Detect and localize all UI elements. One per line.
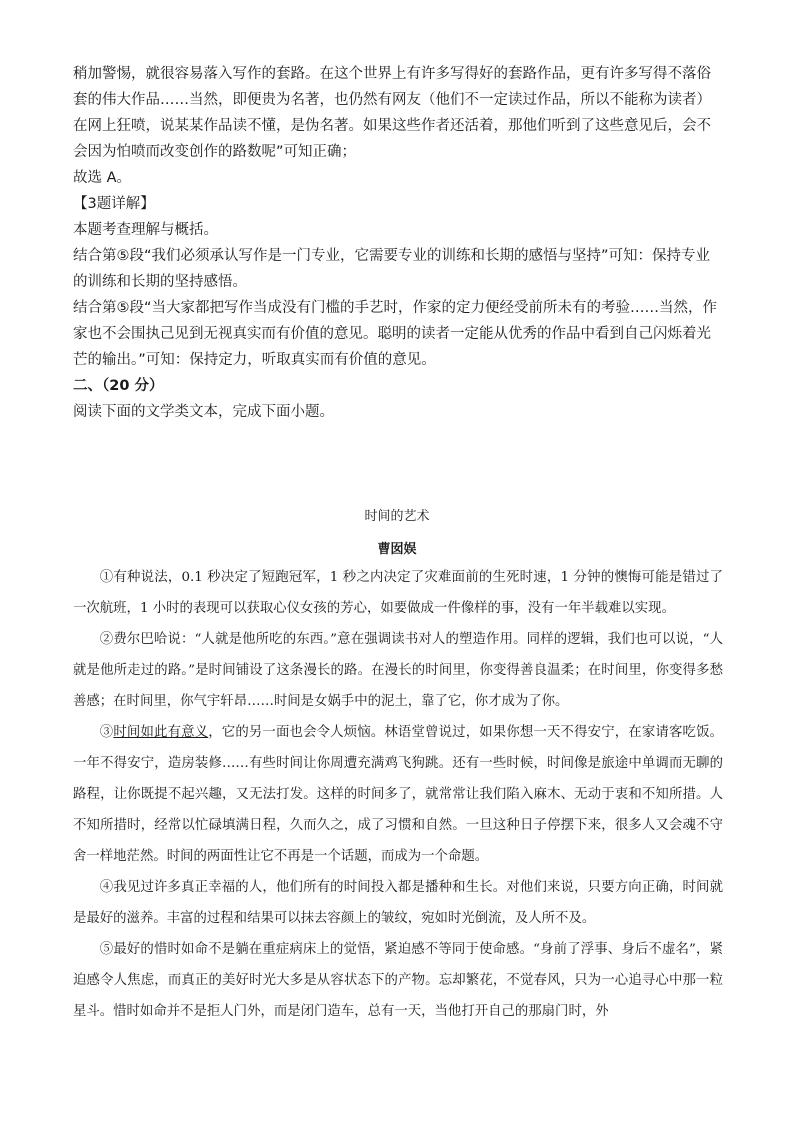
paragraph-number: ③ [99, 725, 114, 740]
question-3-header: 【3题详解】 [73, 196, 155, 212]
section-heading: 二、（20 分） [73, 378, 164, 394]
underlined-phrase: 时间如此有意义 [113, 725, 209, 740]
article-paragraph-4: ④我见过许多真正幸福的人，他们所有的时间投入都是播种和生长。对他们来说，只要方向正确，时间就是最好的滋养。丰富的过程和结果可以抹去容颜上的皱纹，宛如时光倒流，及人所不及。 [73, 880, 723, 926]
article-paragraph-5: ⑤最好的惜时如命不是躺在重症病床上的觉悟，紧迫感不等同于使命感。“身前了浮事、身后不虚名”，紧迫感令人焦虑，而真正的美好时光大多是从容状态下的产物。忘却繁花，不觉春风，只为一心追寻心中那一粒星斗。惜时如命并不是拒人门外，而是闭门造车，总有一天，当他打开自己的那扇门时，外 [73, 942, 723, 1019]
article-title: 时间的艺术 [364, 509, 430, 524]
article-paragraph-1: ①有种说法，0.1 秒决定了短跑冠军，1 秒之内决定了灾难面前的生死时速，1 分钟的懊悔可能是错过了一次航班，1 小时的表现可以获取心仪女孩的芳心，如要做成一件像样的事，没有一年半载难以实现。 [73, 570, 723, 616]
question-3-point-1: 结合第⑤段“我们必须承认写作是一门专业，它需要专业的训练和长期的感悟与坚持”可知：保持专业的训练和长期的坚持感悟。 [73, 248, 711, 290]
question-3-intro: 本题考查理解与概括。 [73, 222, 218, 238]
section-instruction: 阅读下面的文学类文本，完成下面小题。 [73, 404, 334, 420]
article-paragraph-2: ②费尔巴哈说：“人就是他所吃的东西。”意在强调读书对人的塑造作用。同样的逻辑，我们也可以说，“人就是他所走过的路。”是时间铺设了这条漫长的路。在漫长的时间里，你变得善良温柔；在时间里，你变得多愁善感；在时间里，你气宇轩昂……时间是女娲手中的泥土，靠了它，你才成为了你。 [73, 632, 723, 709]
article-author: 曹囡娱 [377, 542, 417, 557]
answer-analysis [73, 61, 723, 425]
analysis-paragraph: 稍加警惕，就很容易落入写作的套路。在这个世界上有许多写得好的套路作品，更有许多写得不落俗套的伟大作品……当然，即便贵为名著，也仍然有网友（他们不一定读过作品，所以不能称为读者）在网上狂喷，说某某作品读不懂，是伪名著。如果这些作者还活着，那他们听到了这些意见后，会不会因为怕喷而改变创作的路数呢”可知正确； [73, 66, 711, 160]
article-body [73, 562, 723, 1027]
question-3-point-2: 结合第⑤段“当大家都把写作当成没有门槛的手艺时，作家的定力便经受前所未有的考验……当然，作家也不会围执己见到无视真实而有价值的意见。聪明的读者一定能从优秀的作品中看到自己闪烁着光芒的输出。”可知：保持定力，听取真实而有价值的意见。 [73, 300, 718, 368]
paragraph-text: ，它的另一面也会令人烦恼。林语堂曾说过，如果你想一天不得安宁，在家请客吃饭。一年不得安宁，造房装修……有些时间让你周遭充满鸡飞狗跳。还有一些时候，时间像是旅途中单调而无聊的路程，让你既提不起兴趣，又无法打发。这样的时间多了，就常常让我们陷入麻木、无动于衷和不知所措。人不知所措时，经常以忙碌填满日程，久而久之，成了习惯和自然。一旦这种日子停摆下来，很多人又会魂不守舍一样地茫然。时间的两面性让它不再是一个话题，而成为一个命题。 [73, 725, 724, 864]
article-paragraph-3 [73, 717, 723, 872]
answer-choice: 故选 A。 [73, 170, 132, 186]
